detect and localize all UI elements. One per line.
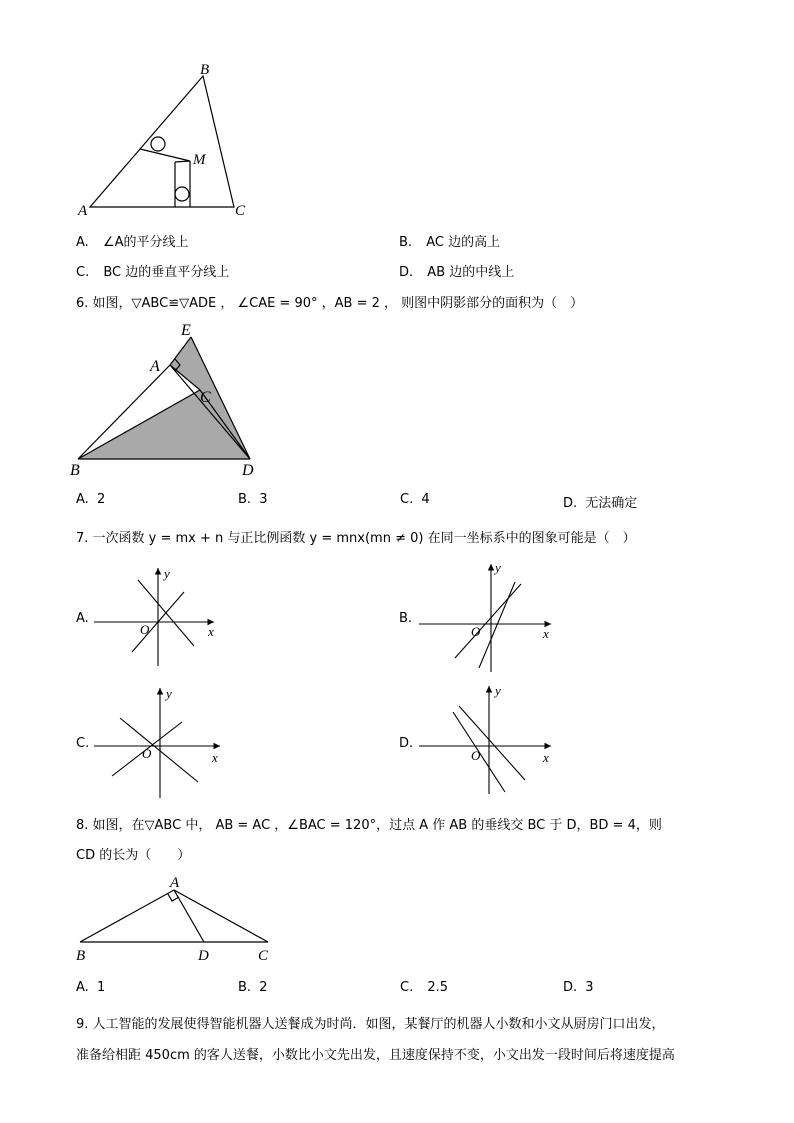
option-text: 2.5 [427,980,449,995]
q6-label-a: A [150,358,160,375]
q8-stem-line1: 8. 如图，在▽ABC 中， AB = AC ，∠BAC = 120°，过点 A 作 AB 的垂线交 BC 于 D，BD = 4，则 [76,818,662,833]
origin-label: O [471,748,481,763]
axis-y-label: y [495,560,501,575]
q6-option-a[interactable] [76,492,105,507]
origin-label: O [140,622,150,637]
q7-graph-a[interactable] [90,562,230,672]
q9-line1: 9. 人工智能的发展使得智能机器人送餐成为时尚．如图，某餐厅的机器人小数和小文从厨房门口出发， [76,1017,665,1032]
q7-option-a-letter[interactable]: A. [76,611,89,626]
option-text: BC 边的垂直平分线上 [103,265,230,280]
option-text: 无法确定 [585,496,638,511]
option-letter: C. [76,265,90,280]
q8-figure [70,870,285,970]
q6-label-d: D [242,462,254,479]
q6-option-d[interactable] [563,492,637,511]
option-text: 4 [421,492,430,507]
axis-x-label: x [208,624,214,639]
q8-label-d: D [198,948,209,964]
q5-label-b: B [200,62,210,78]
option-text: 2 [96,492,106,507]
option-text: 2 [259,980,268,995]
option-text: 3 [259,492,268,507]
option-text: AB 边的中线上 [427,265,515,280]
q6-option-c[interactable] [400,492,430,507]
q5-option-c[interactable] [76,261,229,280]
option-letter: A. [76,492,89,507]
q6-label-e: E [181,322,191,339]
q5-option-a[interactable] [76,231,189,250]
q7-graph-c[interactable] [90,684,230,802]
option-letter: B. [399,235,413,250]
q8-option-a[interactable] [76,980,105,995]
q6-label-b: B [70,462,80,479]
origin-label: O [142,746,152,761]
option-letter: B. [238,492,252,507]
q8-label-a: A [170,875,180,891]
option-text: AC 边的高上 [426,235,501,250]
q5-option-b[interactable] [399,231,500,250]
option-letter: D. [563,496,578,511]
axis-x-label: x [543,626,549,641]
origin-label: O [471,624,481,639]
option-letter: B. [238,980,252,995]
q8-stem-line2: CD 的长为（ ） [76,848,191,863]
q5-label-m: M [193,152,206,168]
option-letter: A. [76,235,89,250]
q7-graph-d[interactable] [415,680,560,798]
q7-stem: 7. 一次函数 y = mx + n 与正比例函数 y = mnx(mn ≠ 0) 在同一坐标系中的图象可能是（ ） [76,531,636,546]
option-letter: D. [399,265,414,280]
option-text: 1 [96,980,106,995]
q6-option-b[interactable] [238,492,267,507]
q8-option-d[interactable] [563,980,594,995]
q7-option-c-letter[interactable]: C. [76,736,90,751]
axis-x-label: x [543,750,549,765]
q7-graph-b[interactable] [415,558,560,676]
axis-x-label: x [212,750,218,765]
q7-option-d-letter[interactable]: D. [399,736,414,751]
q5-option-d[interactable] [399,261,514,280]
q8-label-c: C [258,948,269,964]
axis-y-label: y [166,686,172,701]
q5-label-a: A [78,203,88,219]
q8-option-c[interactable] [400,980,448,995]
option-text: ∠A的平分线上 [102,235,189,250]
q6-label-c: C [200,389,211,406]
option-letter: A. [76,980,89,995]
q7-option-b-letter[interactable]: B. [399,611,413,626]
q6-figure [70,318,270,480]
axis-y-label: y [495,683,501,698]
option-letter: C. [400,980,414,995]
q8-label-b: B [76,948,86,964]
q9-line2: 准备给相距 450cm 的客人送餐，小数比小文先出发，且速度保持不变，小文出发一段时间后将速度提高 [76,1048,675,1063]
q5-figure [70,55,260,225]
q6-stem: 6. 如图，▽ABC≌▽ADE ， ∠CAE = 90° ，AB = 2 ， 则图中阴影部分的面积为（ ） [76,296,584,311]
axis-y-label: y [164,566,170,581]
q5-label-c: C [235,203,246,219]
q8-option-b[interactable] [238,980,267,995]
option-text: 3 [585,980,594,995]
option-letter: C. [400,492,414,507]
option-letter: D. [563,980,578,995]
